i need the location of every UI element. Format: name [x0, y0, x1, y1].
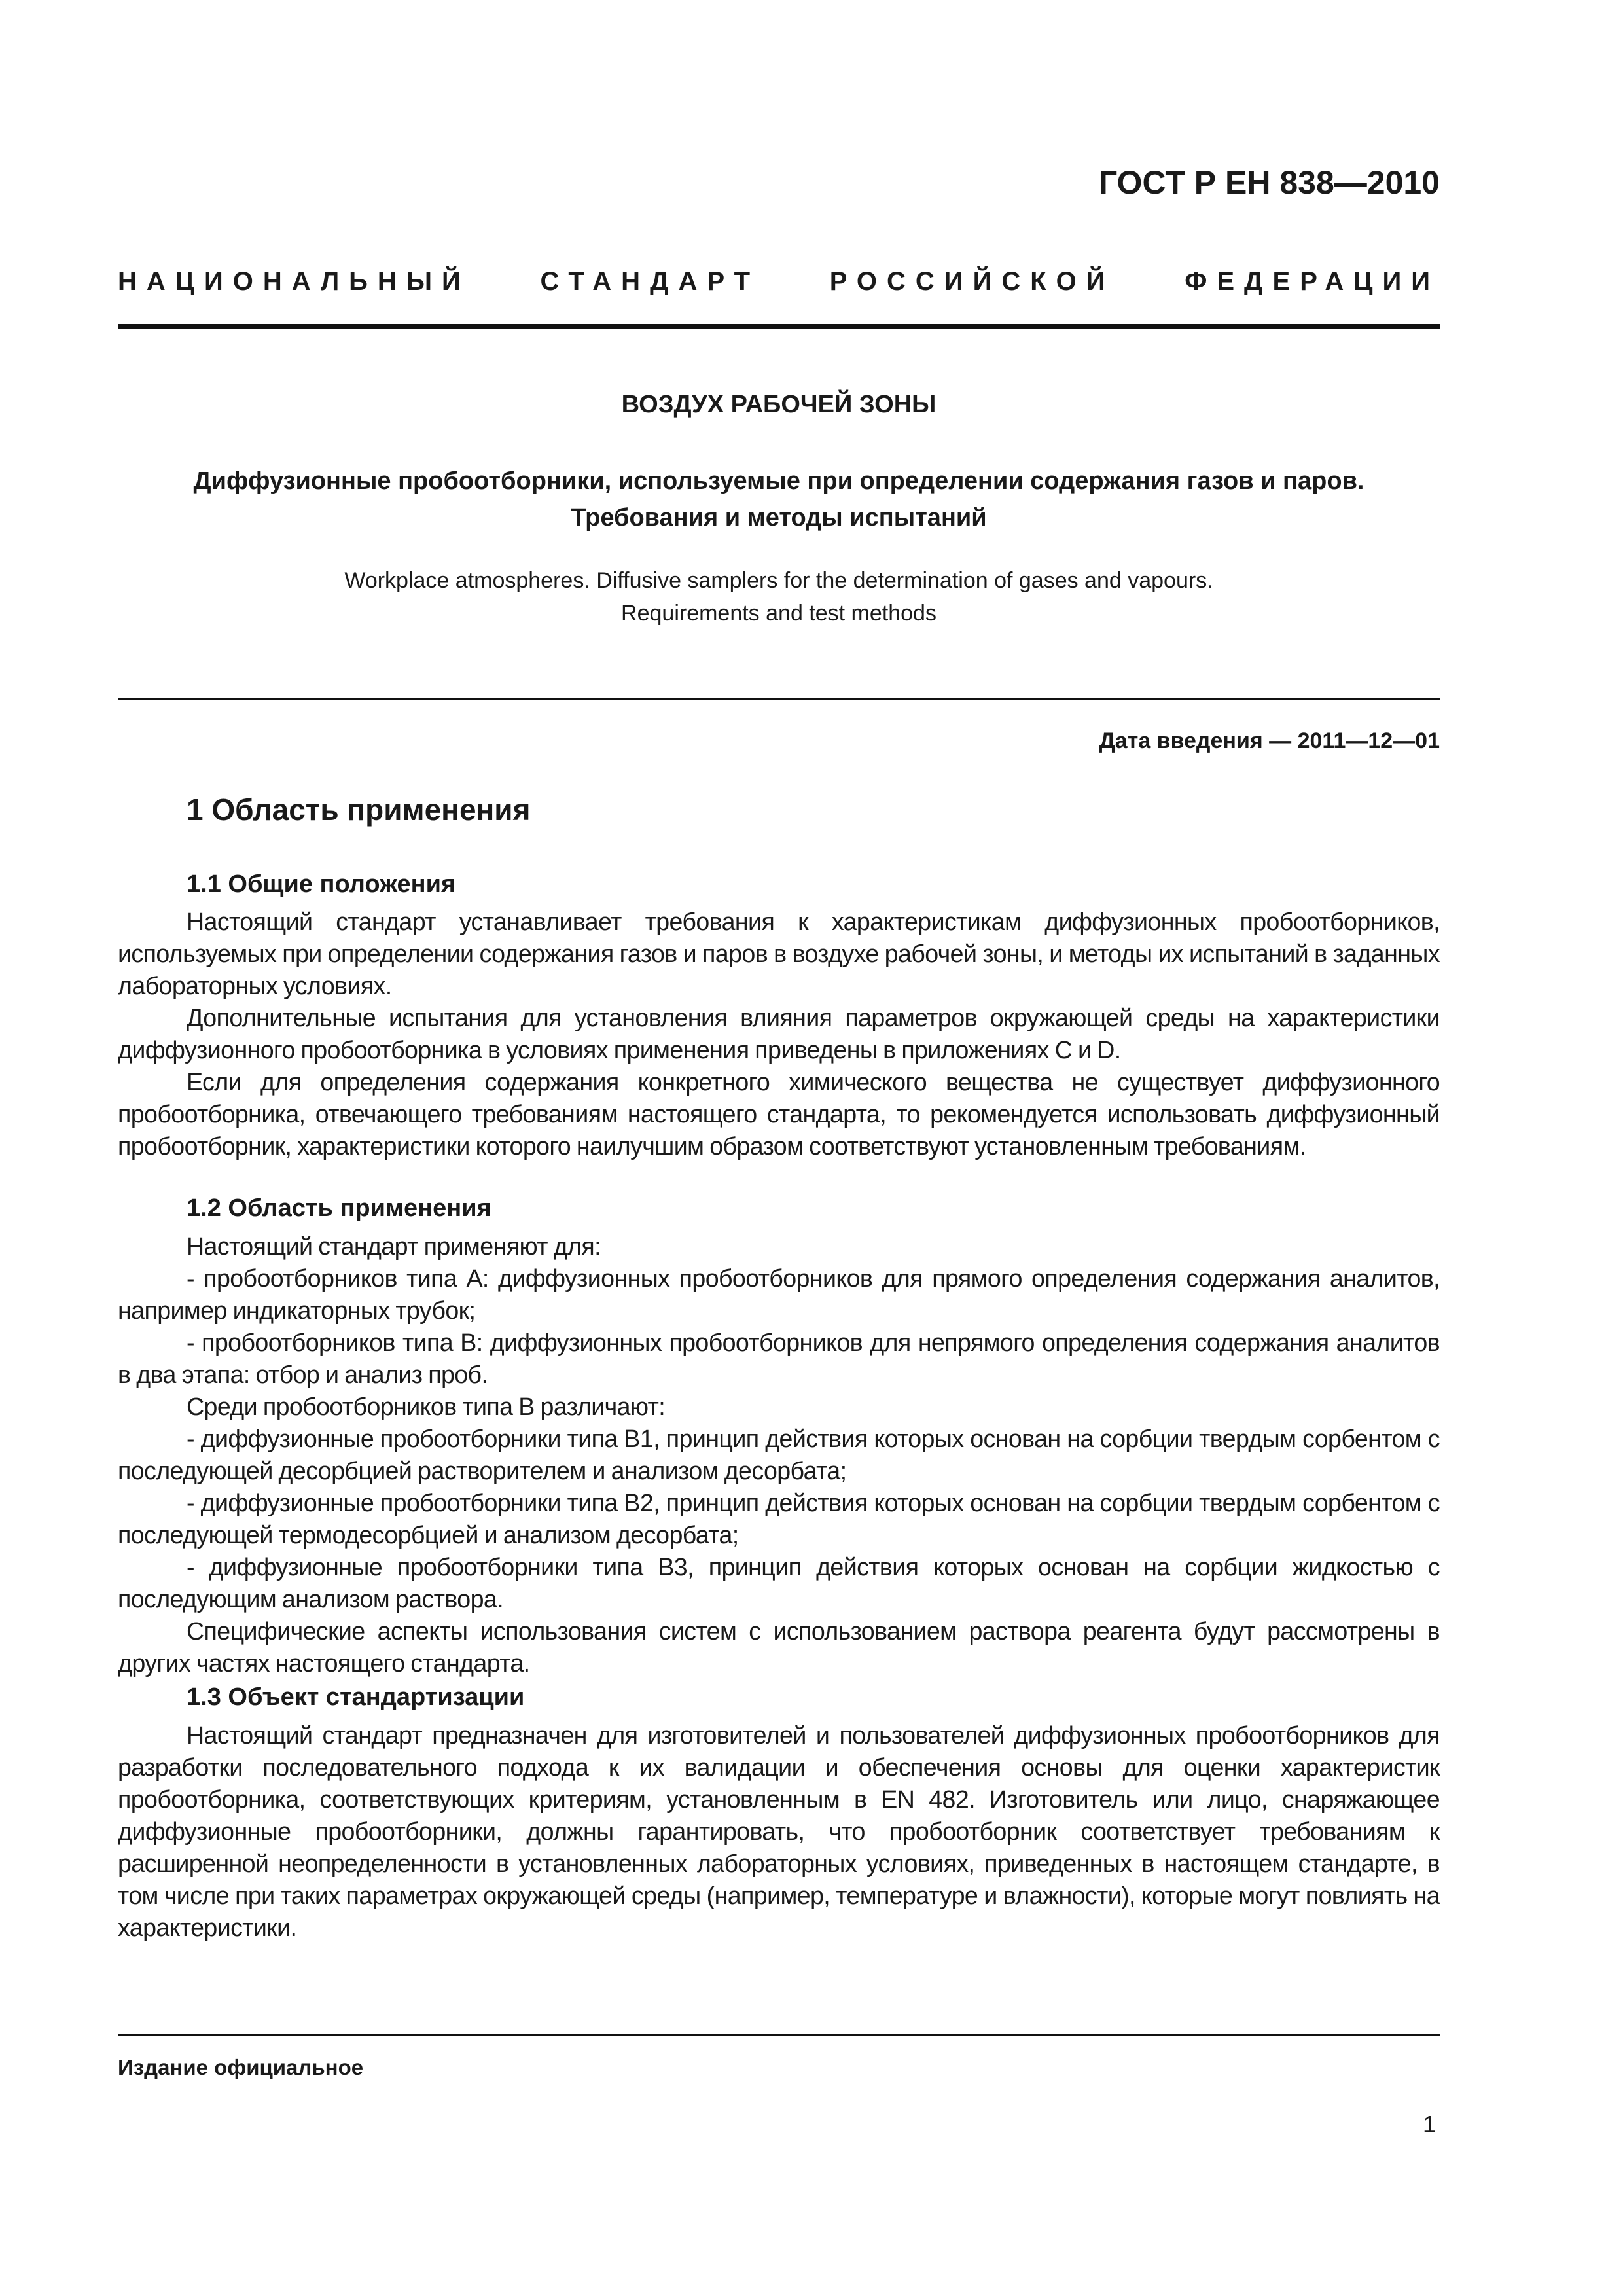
- introduction-date: Дата введения — 2011—12—01: [1099, 728, 1440, 753]
- page-number: 1: [1422, 2111, 1436, 2138]
- list-item: - диффузионные пробоотборники типа В1, принцип действия которых основан на сорбции твердым сорбентом с последующей десорбцией растворителем и анализом десорбата;: [118, 1425, 1440, 1484]
- subsection-heading: 1.1 Общие положения: [187, 870, 456, 898]
- paragraph: Среди пробоотборников типа В различают:: [187, 1393, 666, 1420]
- document-code: ГОСТ Р ЕН 838—2010: [1098, 164, 1440, 201]
- paragraph: Настоящий стандарт устанавливает требования к характеристикам диффузионных пробоотборников, используемых при определении содержания газов и паров в воздухе рабочей зоны, и методы их испытаний в заданных лабораторных условиях.: [118, 908, 1440, 999]
- list-item: - пробоотборников типа А: диффузионных пробоотборников для прямого определения содержания аналитов, например индикаторных трубок;: [118, 1265, 1440, 1324]
- document-subtitle: [118, 463, 1440, 536]
- edition-label: Издание официальное: [118, 2055, 364, 2079]
- document-title: ВОЗДУХ РАБОЧЕЙ ЗОНЫ: [621, 391, 936, 418]
- banner-word: РОССИЙСКОЙ: [829, 267, 1115, 296]
- section-heading: 1 Область применения: [187, 793, 531, 827]
- header-divider: [118, 324, 1440, 329]
- subtitle-line: Требования и методы испытаний: [571, 504, 987, 531]
- list-item: - диффузионные пробоотборники типа В3, принцип действия которых основан на сорбции жидкостью с последующим анализом раствора.: [118, 1553, 1440, 1613]
- banner-word: НАЦИОНАЛЬНЫЙ: [118, 267, 471, 296]
- title-divider: [118, 698, 1440, 700]
- subsection-heading: 1.2 Область применения: [187, 1194, 491, 1222]
- paragraph: Настоящий стандарт применяют для:: [187, 1232, 601, 1260]
- list-item: - пробоотборников типа В: диффузионных пробоотборников для непрямого определения содержания аналитов в два этапа: отбор и анализ проб.: [118, 1329, 1440, 1388]
- footer-divider: [118, 2034, 1440, 2036]
- paragraph: Специфические аспекты использования систем с использованием раствора реагента будут рассмотрены в других частях настоящего стандарта.: [118, 1617, 1440, 1677]
- english-title-line: Workplace atmospheres. Diffusive samplers for the determination of gases and vapours.: [344, 568, 1213, 593]
- english-title: [118, 564, 1440, 630]
- subsection-heading: 1.3 Объект стандартизации: [187, 1683, 525, 1711]
- paragraph: Дополнительные испытания для установления влияния параметров окружающей среды на характеристики диффузионного пробоотборника в условиях применения приведены в приложениях С и D.: [118, 1004, 1440, 1064]
- list-item: - диффузионные пробоотборники типа В2, принцип действия которых основан на сорбции твердым сорбентом с последующей термодесорбцией и анализом десорбата;: [118, 1489, 1440, 1549]
- national-standard-banner: [118, 267, 1440, 296]
- banner-word: ФЕДЕРАЦИИ: [1185, 267, 1440, 296]
- english-title-line: Requirements and test methods: [621, 601, 936, 626]
- subtitle-line: Диффузионные пробоотборники, используемые при определении содержания газов и паров.: [193, 467, 1364, 495]
- paragraph: Если для определения содержания конкретного химического вещества не существует диффузионного пробоотборника, отвечающего требованиям настоящего стандарта, то рекомендуется использовать диффузионный пробоотборник, характеристики которого наилучшим образом соответствуют установленным требованиям.: [118, 1068, 1440, 1160]
- paragraph: Настоящий стандарт предназначен для изготовителей и пользователей диффузионных пробоотборников для разработки последовательного подхода к их валидации и обеспечения основы для оценки характеристик пробоотборника, соответствующих критериям, установленным в EN 482. Изготовитель или лицо, снаряжающее диффузионные пробоотборники, должны гарантировать, что пробоотборник соответствует требованиям к расширенной неопределенности в установленных лабораторных условиях, приведенных в настоящем стандарте, в том числе при таких параметрах окружающей среды (например, температуре и влажности), которые могут повлиять на характеристики.: [118, 1721, 1440, 1941]
- banner-word: СТАНДАРТ: [540, 267, 760, 296]
